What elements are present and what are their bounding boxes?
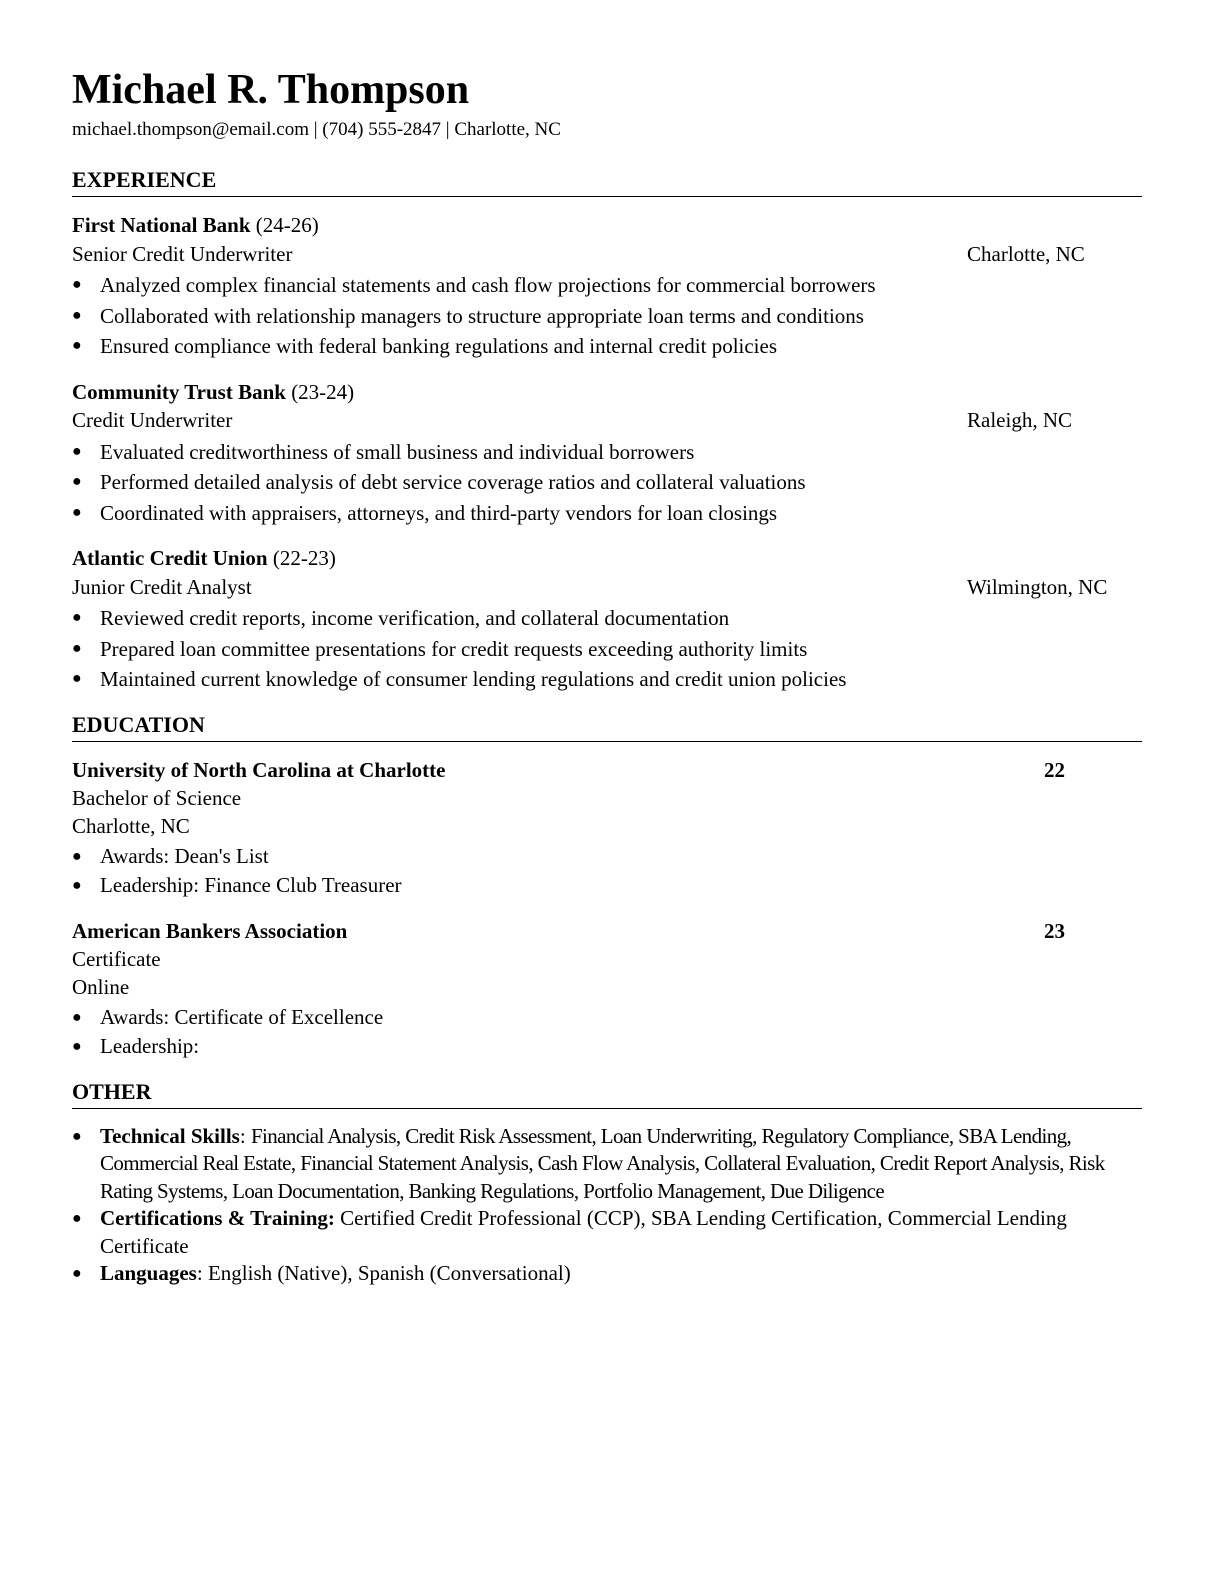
- school-location: Online: [72, 974, 130, 999]
- bullet-icon: ●: [72, 609, 82, 626]
- school-name: American Bankers Association: [72, 918, 348, 943]
- employment-dates: (22-23): [272, 546, 336, 570]
- languages-text: English (Native), Spanish (Conversational): [207, 1261, 571, 1285]
- list-item: ● Collaborated with relationship managers to structure appropriate loan terms and conditions: [72, 301, 1142, 332]
- list-item: ● Maintained current knowledge of consumer lending regulations and credit union policies: [72, 664, 1142, 695]
- job-title-row: [72, 573, 1142, 602]
- bullet-icon: ●: [72, 306, 82, 324]
- employment-dates: (23-24): [291, 379, 355, 404]
- job-location: Raleigh, NC: [967, 408, 1072, 432]
- bullet-icon: ●: [72, 1008, 82, 1026]
- list-item: ● Awards: Certificate of Excellence: [72, 1003, 1142, 1032]
- education-heading: EDUCATION: [72, 711, 1142, 742]
- graduation-year: 23: [1044, 918, 1065, 943]
- bullet-icon: ●: [72, 337, 82, 354]
- responsibility-list: [72, 437, 1142, 529]
- school-name: University of North Carolina at Charlotte: [72, 757, 446, 782]
- list-item: ● Evaluated creditworthiness of small business and individual borrowers: [72, 437, 1142, 468]
- degree: Bachelor of Science: [72, 785, 242, 810]
- employer-name: Community Trust Bank: [72, 379, 286, 404]
- job-title: Junior Credit Analyst: [72, 574, 252, 599]
- job-location: Charlotte, NC: [967, 241, 1085, 266]
- experience-heading: EXPERIENCE: [72, 166, 1142, 197]
- list-item: ● Analyzed complex financial statements and cash flow projections for commercial borrowers: [72, 270, 1142, 301]
- graduation-year: 22: [1044, 757, 1065, 782]
- skills-label: Technical Skills: [100, 1123, 240, 1148]
- school-row: [72, 756, 1142, 784]
- job-location: Wilmington, NC: [967, 574, 1108, 599]
- bullet-icon: ●: [72, 1037, 82, 1055]
- list-item: ● Languages: English (Native), Spanish (Conversational): [72, 1260, 1142, 1288]
- education-detail-list: [72, 1003, 1142, 1061]
- bullet-icon: ●: [72, 639, 82, 657]
- degree: Certificate: [72, 946, 161, 971]
- employer-name: Atlantic Credit Union: [72, 546, 268, 570]
- responsibility-list: [72, 270, 1142, 362]
- employment-dates: (24-26): [255, 213, 319, 237]
- list-item: ● Coordinated with appraisers, attorneys, and third-party vendors for loan closings: [72, 498, 1142, 529]
- skills-text: Financial Analysis, Credit Risk Assessment, Loan Underwriting, Regulatory Compliance, SBA Lending, Commercial Real Estate, Financial Statement Analysis, Cash Flow Analysis, Collateral Evaluation, Credit Report Analysis, Risk Rating Systems, Loan Documentation, Banking Regulations, Portfolio Management, Due Diligence: [100, 1123, 1105, 1203]
- school-location: Charlotte, NC: [72, 813, 190, 838]
- education-entry: [72, 756, 1142, 900]
- responsibility-list: [72, 603, 1142, 695]
- certifications-text: Certified Credit Professional (CCP), SBA Lending Certification, Commercial Lending Certificate: [100, 1206, 1067, 1258]
- list-item: ● Leadership: Finance Club Treasurer: [72, 871, 1142, 900]
- education-entry: [72, 917, 1142, 1061]
- list-item: ● Ensured compliance with federal banking regulations and internal credit policies: [72, 331, 1142, 362]
- other-heading: OTHER: [72, 1078, 1142, 1109]
- bullet-icon: ●: [72, 503, 82, 521]
- experience-entry: [72, 544, 1142, 695]
- list-item: [72, 1205, 1142, 1260]
- school-row: [72, 917, 1142, 945]
- experience-entry: [72, 378, 1142, 529]
- bullet-icon: ●: [72, 442, 82, 460]
- bullet-icon: ●: [72, 1210, 82, 1227]
- certifications-label: Certifications & Training:: [100, 1206, 335, 1230]
- education-detail-list: [72, 842, 1142, 900]
- candidate-name: Michael R. Thompson: [72, 67, 470, 113]
- bullet-icon: ●: [72, 847, 82, 865]
- list-item: ● Leadership:: [72, 1032, 1142, 1061]
- experience-entry: [72, 211, 1142, 362]
- experience-entry-header: [72, 544, 1142, 573]
- employer-name: First National Bank: [72, 213, 251, 237]
- bullet-icon: ●: [72, 1127, 82, 1145]
- experience-entry-header: [72, 378, 1142, 407]
- other-list: [72, 1123, 1142, 1288]
- job-title-row: [72, 406, 1142, 435]
- experience-entry-header: [72, 211, 1142, 240]
- list-item: ● Awards: Dean's List: [72, 842, 1142, 871]
- job-title: Credit Underwriter: [72, 408, 233, 432]
- list-item: ● Technical Skills: Financial Analysis, Credit Risk Assessment, Loan Underwriting, Regulatory Compliance, SBA Lending, Commercial Real Estate, Financial Statement Analysis, Cash Flow Analysis, Collateral Evaluation, Credit Report Analysis, Risk Rating Systems, Loan Documentation, Banking Regulations, Portfolio Management, Due Diligence: [72, 1123, 1105, 1203]
- languages-label: Languages: [100, 1261, 197, 1285]
- list-item: ● Prepared loan committee presentations for credit requests exceeding authority limits: [72, 634, 1142, 665]
- bullet-icon: ●: [72, 276, 82, 293]
- bullet-icon: ●: [72, 473, 82, 490]
- bullet-icon: ●: [72, 876, 82, 894]
- contact-line: michael.thompson@email.com | (704) 555-2847 | Charlotte, NC: [72, 119, 561, 140]
- job-title: Senior Credit Underwriter: [72, 241, 293, 266]
- list-item: ● Performed detailed analysis of debt service coverage ratios and collateral valuations: [72, 467, 1142, 498]
- job-title-row: [72, 240, 1142, 269]
- bullet-icon: ●: [72, 1265, 82, 1282]
- bullet-icon: ●: [72, 670, 82, 687]
- list-item: ● Reviewed credit reports, income verification, and collateral documentation: [72, 603, 1142, 634]
